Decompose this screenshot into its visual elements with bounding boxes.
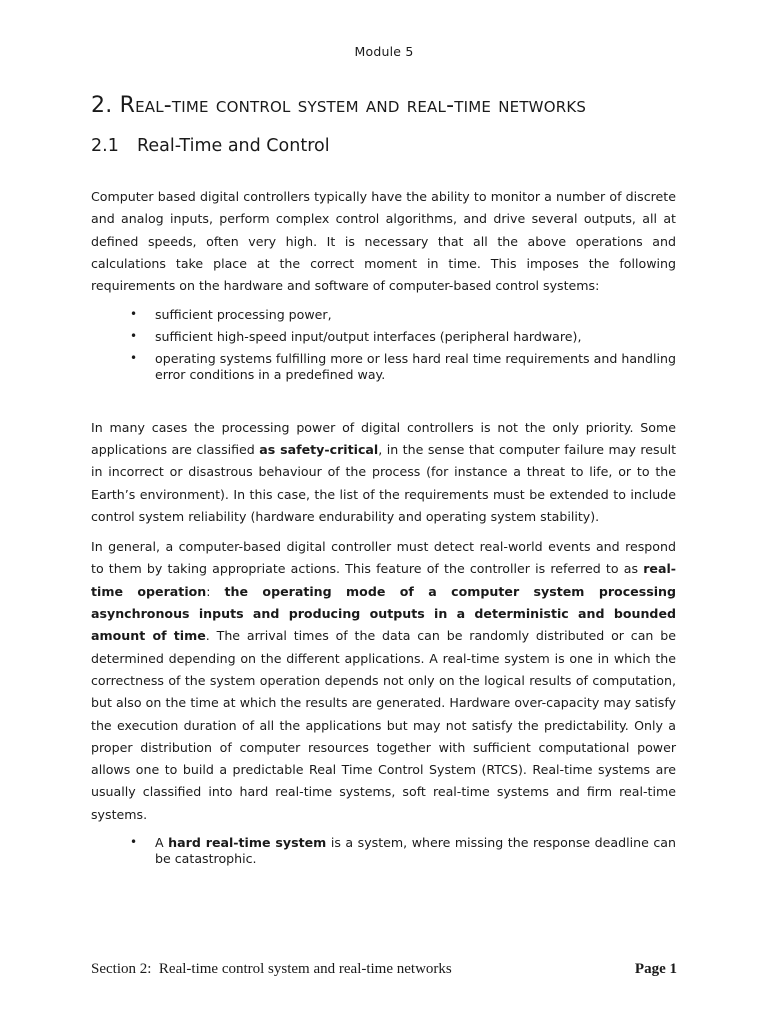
chapter-title-text: Real-time control system and real-time networks [119, 93, 587, 118]
section-title-text: Real-Time and Control [137, 136, 330, 156]
section-number: 2.1 [91, 136, 119, 156]
chapter-number: 2. [91, 93, 113, 118]
requirements-list [91, 307, 676, 382]
list-item [91, 835, 676, 867]
list-item-text: sufficient processing power, [155, 307, 332, 323]
list-item [91, 307, 676, 323]
list-item [91, 351, 676, 383]
list-item-text: operating systems fulfilling more or less hard real time requirements and handling error conditions in a predefined way. [155, 351, 676, 382]
classification-list [91, 835, 676, 867]
text-run: . The arrival times of the data can be randomly distributed or can be determined depending on the different applications. A real-time system is one in which the correctness of the system operation depends not only on the logical results of computation, but also on the time at which the results are generated. Hardware over-capacity may satisfy the execution duration of all the applications but may not satisfy the predictability. Only a proper distribution of computer resources together with sufficient computational power allows one to build a predictable Real Time Control System (RTCS). Real-time systems are usually classified into hard real-time systems, soft real-time systems and firm real-time systems. [91, 628, 676, 822]
paragraph-safety [91, 417, 676, 528]
list-item [91, 329, 676, 345]
footer-section-label: Section 2: [91, 961, 152, 977]
section-title [91, 136, 330, 156]
text-run: In general, a computer-based digital controller must detect real-world events and respond to them by taking appropriate actions. This feature of the controller is referred to as [91, 539, 676, 577]
bullet-icon: • [130, 307, 138, 322]
text-run: In many cases the processing power of digital controllers is not the only priority. Some applications are classified [91, 419, 676, 457]
paragraph-intro: Computer based digital controllers typically have the ability to monitor a number of discrete and analog inputs, perform complex control algorithms, and drive several outputs, all at defined speeds, often very high. It is necessary that all the above operations and calculations take place at the correct moment in time. This imposes the following requirements on the hardware and software of computer-based control systems: [91, 189, 676, 294]
text-run: , in the sense that computer failure may result in incorrect or disastrous behaviour of the process (for instance a threat to life, or to the Earth’s environment). In this case, the list of the requirements must be extended to include control system reliability (hardware endurability and operating system stability). [91, 441, 677, 524]
chapter-title [91, 93, 586, 118]
running-header: Module 5 [354, 44, 414, 59]
bullet-icon: • [130, 329, 138, 344]
text-run: A [155, 835, 169, 851]
emphasis-hard-real-time: hard real-time system [168, 835, 327, 851]
body-text [91, 186, 676, 867]
text-run: : [206, 583, 225, 599]
emphasis-definition: the operating mode of a computer system processing asynchronous inputs and producing outputs in a deterministic and bounded amount of time [91, 583, 676, 644]
emphasis-safety-critical: as safety-critical [259, 441, 379, 457]
bullet-icon: • [130, 835, 138, 850]
footer-section-title: Real-time control system and real-time networks [158, 961, 452, 977]
page-number: Page 1 [634, 961, 677, 977]
page-footer [91, 961, 677, 978]
bullet-icon: • [130, 351, 138, 366]
text-run: is a system, where missing the response deadline can be catastrophic. [155, 835, 676, 866]
paragraph-realtime [91, 536, 676, 826]
list-item-text: sufficient high-speed input/output interfaces (peripheral hardware), [155, 329, 582, 345]
emphasis-real-time-operation: real-time operation [91, 561, 676, 599]
